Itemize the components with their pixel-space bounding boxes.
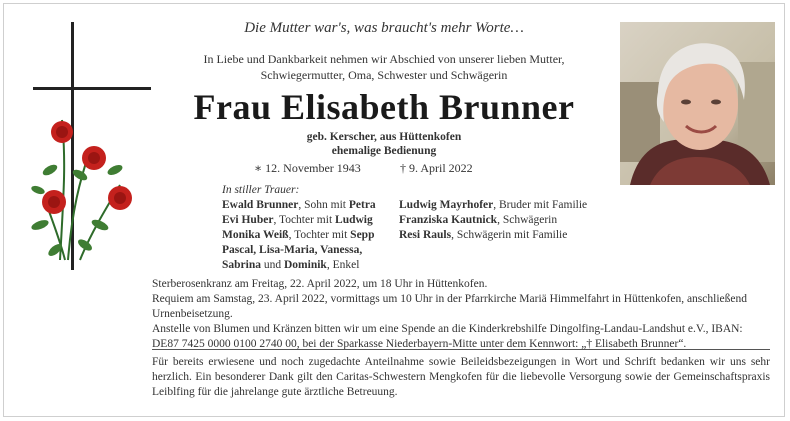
birth-name-line: geb. Kerscher, aus Hüttenkofen xyxy=(306,131,462,143)
mourners-column-2 xyxy=(399,198,649,243)
cross-with-roses-icon xyxy=(20,20,155,270)
deceased-details xyxy=(160,130,608,158)
deceased-name: Frau Elisabeth Brunner xyxy=(193,87,575,127)
mourners-list xyxy=(222,183,588,271)
intro-line: Schwiegermutter, Oma, Schwester und Schwägerin xyxy=(260,68,508,82)
intro-line: In Liebe und Dankbarkeit nehmen wir Abschied von unserer lieben Mutter, xyxy=(203,52,565,66)
divider xyxy=(152,349,770,350)
mourners-heading: In stiller Trauer: xyxy=(222,184,300,196)
intro-text xyxy=(160,51,608,83)
portrait-photo xyxy=(620,22,775,185)
birth-date: ∗ 12. November 1943 xyxy=(254,161,361,175)
mourner-entry: Franziska Kautnick, Schwägerin xyxy=(399,214,558,226)
mourners-column-1 xyxy=(222,198,402,273)
motto: Die Mutter war's, was braucht's mehr Worte… xyxy=(244,20,524,36)
rosary-info: Sterberosenkranz am Freitag, 22. April 2022, um 18 Uhr in Hüttenkofen. xyxy=(152,278,488,290)
mourner-entry: Pascal, Lisa-Maria, Vanessa, xyxy=(222,244,363,256)
mourner-entry: Sabrina und Dominik, Enkel xyxy=(222,259,360,271)
donation-info: Anstelle von Blumen und Kränzen bitten wir um eine Spende an die Kinderkrebshilfe Dingolfing-Landau-Landshut e.V., IBAN: DE87 7425 0000 0100 2740 00, bei der Sparkasse Niederbayern-Mitte unter dem Kennwort: „† Elisabeth Brunner“. xyxy=(152,323,743,350)
occupation-line: ehemalige Bedienung xyxy=(331,145,437,157)
mourner-entry: Resi Rauls, Schwägerin mit Familie xyxy=(399,229,568,241)
thanks-text: Für bereits erwiesene und noch zugedachte Anteilnahme sowie Beileidsbezeigungen in Wort und Schrift bedanken wir uns sehr herzlich. Ein besonderer Dank gilt den Caritas-Schwestern Mengkofen für die liebevolle Versorgung sowie der Gemeinschaftspraxis Leiblfing für die jahrelange gute ärztliche Betreuung. xyxy=(152,356,770,398)
death-date: † 9. April 2022 xyxy=(400,161,473,175)
mourner-entry: Monika Weiß, Tochter mit Sepp xyxy=(222,229,375,241)
mourner-entry: Evi Huber, Tochter mit Ludwig xyxy=(222,214,373,226)
mourner-entry: Ewald Brunner, Sohn mit Petra xyxy=(222,199,376,211)
mourner-entry: Ludwig Mayrhofer, Bruder mit Familie xyxy=(399,199,588,211)
service-info xyxy=(152,277,770,352)
requiem-info: Requiem am Samstag, 23. April 2022, vormittags um 10 Uhr in der Pfarrkirche Mariä Himmelfahrt in Hüttenkofen, anschließend Urnenbeisetzung. xyxy=(152,293,747,320)
